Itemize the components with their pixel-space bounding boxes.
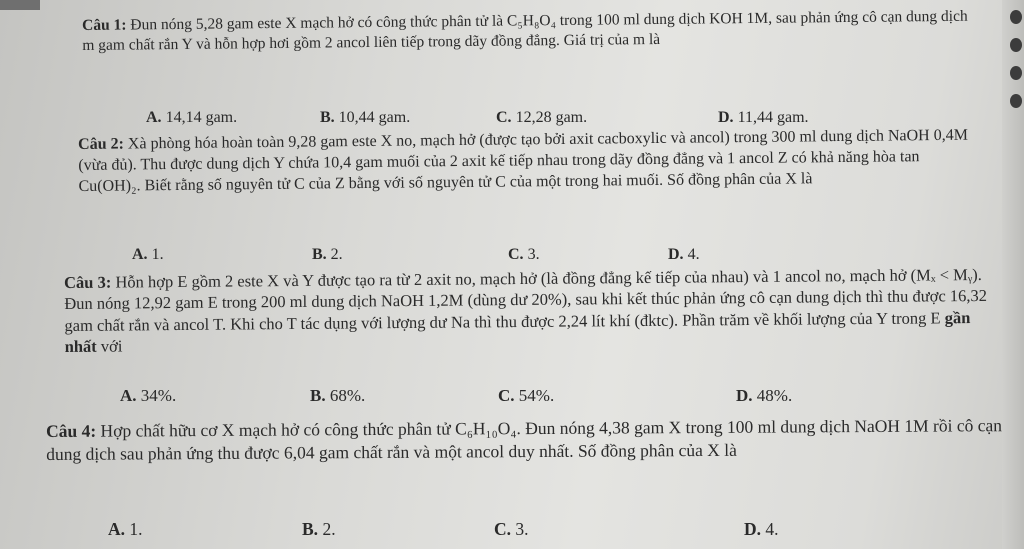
question-3 (64, 264, 1005, 358)
option-c[interactable]: C. 54%. (498, 386, 555, 405)
option-b[interactable]: B. 2. (312, 246, 343, 263)
question-text: Đun nóng 5,28 gam este X mạch hở có công thức phân tử là C₅H₈O₄ trong 100 ml dung dịch KOH 1M, sau phản ứng cô cạn dung dịch m gam chất rắn Y và hỗn hợp hơi gồm 2 ancol liên tiếp trong dãy đồng đẳng. Giá trị của m là (82, 7, 968, 55)
binder-ring (1010, 66, 1022, 80)
corner-shadow (0, 0, 40, 10)
question-2 (78, 126, 979, 198)
option-b[interactable]: B. 10,44 gam. (320, 109, 411, 126)
binder-ring (1010, 94, 1022, 108)
option-a[interactable]: A. 34%. (120, 386, 177, 405)
question-tail: với (96, 336, 123, 357)
option-d[interactable]: D. 48%. (736, 386, 793, 405)
binder-ring (1010, 38, 1022, 52)
question-label: Câu 4: (46, 420, 97, 441)
question-label: Câu 2: (78, 135, 124, 153)
question-label: Câu 1: (82, 16, 127, 34)
options-2 (132, 246, 700, 264)
option-a[interactable]: A. 1. (132, 246, 164, 263)
question-text: Hỗn hợp E gồm 2 este X và Y được tạo ra từ 2 axit no, mạch hở (là đồng đẳng kế tiếp của nhau) và 1 ancol no, mạch hở (Mₓ < Mᵧ). Đun nóng 12,92 gam E trong 200 ml dung dịch NaOH 1,2M (dùng dư 20%), sau khi kết thúc phản ứng cô cạn dung dịch thì thu được 16,32 gam chất rắn và ancol T. Khi cho T tác dụng với lượng dư Na thì thu được 2,24 lít khí (đktc). Phần trăm về khối lượng của Y trong E (64, 264, 988, 335)
option-d[interactable]: D. 4. (668, 246, 700, 263)
option-c[interactable]: C. 12,28 gam. (496, 109, 588, 126)
question-text: Hợp chất hữu cơ X mạch hở có công thức phân tử C₆H₁₀O₄. Đun nóng 4,38 gam X trong 100 ml dung dịch NaOH 1M rồi cô cạn dung dịch sau phản ứng thu được 6,04 gam chất rắn và một ancol duy nhất. Số đồng phân của X là (46, 415, 1003, 464)
option-d[interactable]: D. 11,44 gam. (718, 109, 809, 126)
question-emphasis: gần nhất (64, 307, 971, 357)
question-label: Câu 3: (64, 272, 112, 292)
option-c[interactable]: C. 3. (494, 519, 529, 539)
option-a[interactable]: A. 14,14 gam. (146, 109, 238, 126)
question-text: Xà phòng hóa hoàn toàn 9,28 gam este X no, mạch hở (được tạo bởi axit cacboxylic và ancol) trong 300 ml dung dịch NaOH 0,4M (vừa đủ). Thu được dung dịch Y chứa 10,4 gam muối của 2 axit kế tiếp nhau trong dãy đồng đẳng và 1 ancol Z có khả năng hòa tan Cu(OH)₂. Biết rằng số nguyên tử C của Z bằng với số nguyên tử C của một trong hai muối. Số đồng phân của X là (78, 126, 968, 195)
options-1 (146, 109, 809, 127)
options-3 (120, 386, 792, 406)
question-4 (46, 414, 1006, 465)
option-b[interactable]: B. 68%. (310, 386, 366, 405)
binder-ring (1010, 10, 1022, 24)
binder-edge (1002, 0, 1024, 549)
option-a[interactable]: A. 1. (108, 519, 143, 539)
question-1 (82, 7, 972, 57)
options-4 (108, 519, 779, 540)
option-b[interactable]: B. 2. (302, 519, 336, 539)
option-d[interactable]: D. 4. (744, 519, 779, 539)
option-c[interactable]: C. 3. (508, 246, 540, 263)
